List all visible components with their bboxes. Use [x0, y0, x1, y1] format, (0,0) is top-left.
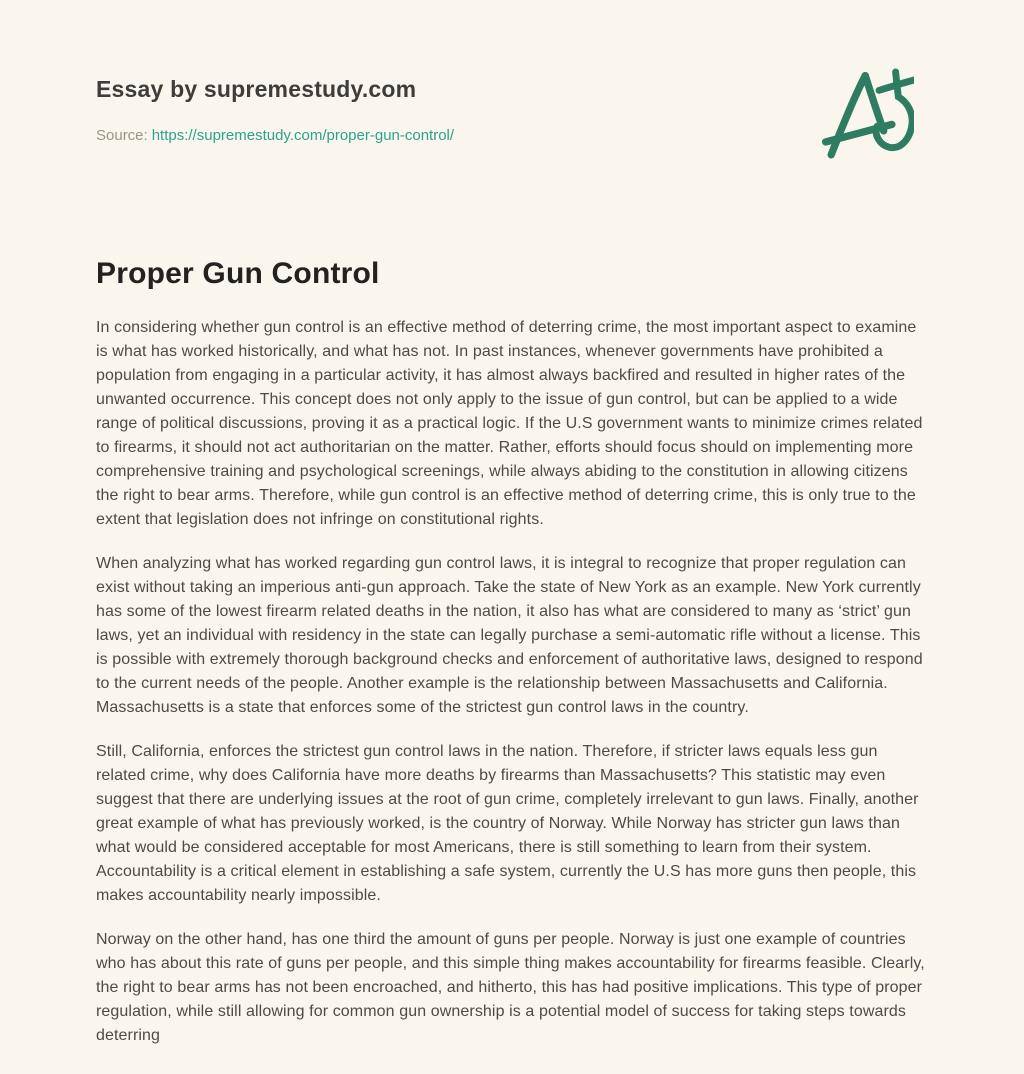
site-title: Essay by supremestudy.com	[96, 76, 417, 102]
essay-paragraph-3: Still, California, enforces the strictest gun control laws in the nation. Therefore, if stricter laws equals less gun related crime, why does California have more deaths by firearms than Massachusetts? This statistic may even suggest that there are underlying issues at the root of gun crime, completely irrelevant to gun laws. Finally, another great example of what has previously worked, is the country of Norway. While Norway has stricter gun laws than what would be considered acceptable for most Americans, there is still something to learn from their system. Accountability is a critical element in establishing a safe system, currently the U.S has more guns then people, this makes accountability nearly impossible.	[96, 743, 919, 904]
page-header	[96, 76, 928, 145]
a-plus-logo-icon	[822, 62, 914, 162]
source-label: Source:	[96, 127, 148, 144]
essay-paragraph-4: Norway on the other hand, has one third the amount of guns per people. Norway is just one example of countries who has about this rate of guns per people, and this simple thing makes accountability for firearms feasible. Clearly, the right to bear arms has not been encroached, and hitherto, this has had positive implications. This type of proper regulation, while still allowing for common gun ownership is a potential model of success for taking steps towards deterring	[96, 931, 925, 1044]
essay-paragraph-2: When analyzing what has worked regarding gun control laws, it is integral to recognize that proper regulation can exist without taking an imperious anti-gun approach. Take the state of New York as an example. New York currently has some of the lowest firearm related deaths in the nation, it also has what are considered to many as ‘strict’ gun laws, yet an individual with residency in the state can legally purchase a semi-automatic rifle without a license. This is possible with extremely thorough background checks and enforcement of authoritative laws, designed to respond to the current needs of the people. Another example is the relationship between Massachusetts and California. Massachusetts is a state that enforces some of the strictest gun control laws in the country.	[96, 555, 923, 716]
essay-title: Proper Gun Control	[96, 257, 380, 290]
essay-body	[96, 316, 928, 1048]
source-link[interactable]: https://supremestudy.com/proper-gun-control/	[151, 127, 455, 144]
source-line	[96, 127, 928, 145]
essay-paragraph-1: In considering whether gun control is an effective method of deterring crime, the most important aspect to examine is what has worked historically, and what has not. In past instances, whenever governments have prohibited a population from engaging in a particular activity, it has almost always backfired and resulted in higher rates of the unwanted occurrence. This concept does not only apply to the issue of gun control, but can be applied to a wide range of political discussions, proving it as a practical logic. If the U.S government wants to minimize crimes related to firearms, it should not act authoritarian on the matter. Rather, efforts should focus should on implementing more comprehensive training and psychological screenings, while always abiding to the constitution in allowing citizens the right to bear arms. Therefore, while gun control is an effective method of deterring crime, this is only true to the extent that legislation does not infringe on constitutional rights.	[96, 319, 923, 528]
